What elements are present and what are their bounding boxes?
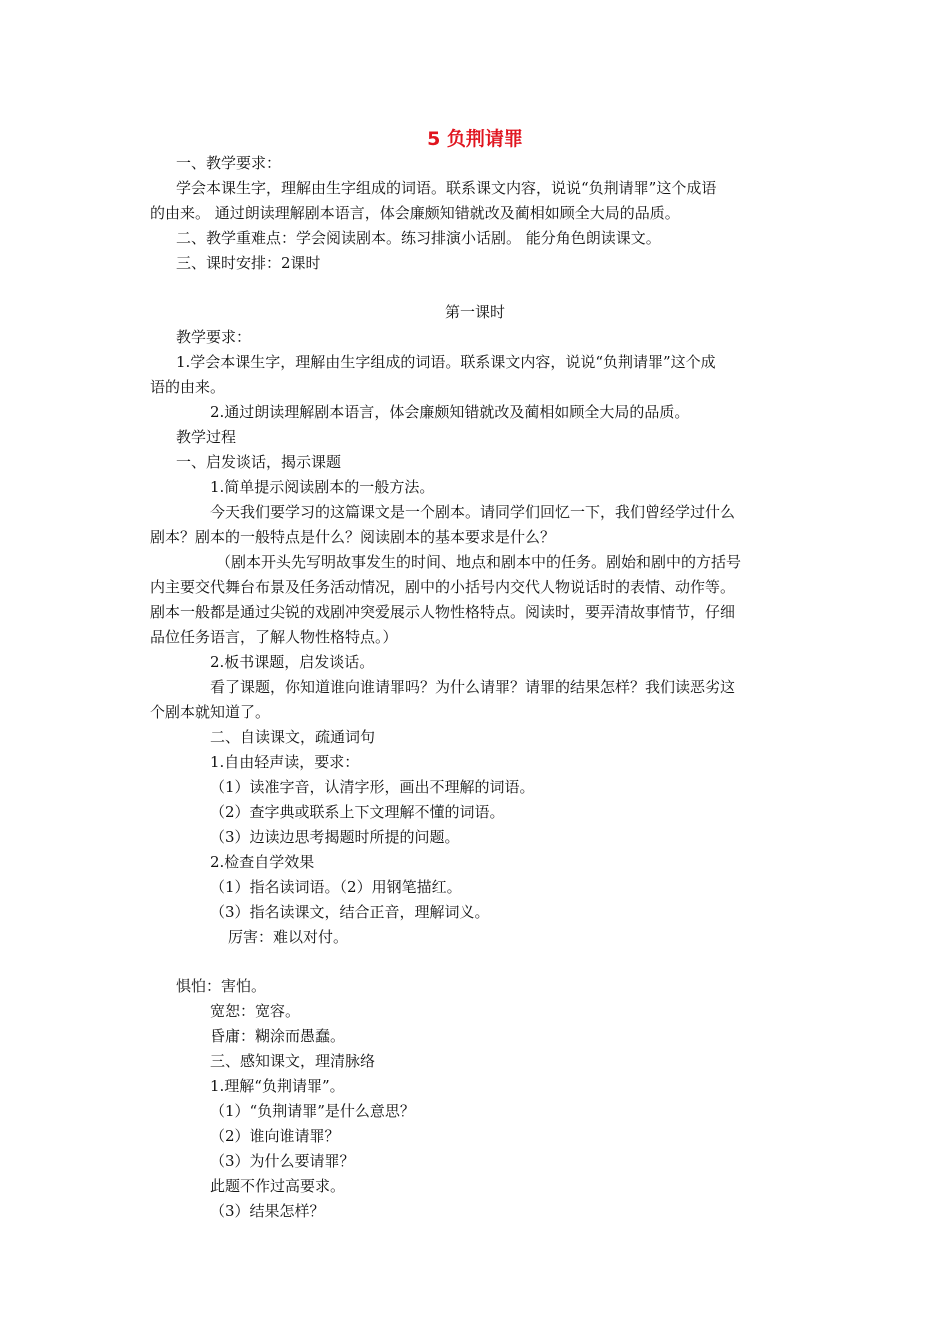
vocab-definition: 厉害：难以对付。 (228, 928, 349, 946)
list-item: （3）结果怎样？ (210, 1202, 325, 1220)
document-title: 5 负荆请罪 (427, 128, 523, 150)
lesson-heading: 第一课时 (444, 303, 505, 321)
list-item: 1.理解“负荆请罪”。 (210, 1077, 345, 1095)
list-item: 1.简单提示阅读剧本的一般方法。 (210, 478, 435, 496)
list-item: （1）读准字音，认清字形，画出不理解的词语。 (210, 778, 535, 796)
paragraph-line: 品位任务语言，了解人物性格特点。） (150, 628, 398, 646)
list-item: 2.板书课题，启发谈话。 (210, 653, 375, 671)
paragraph-line: （剧本开头先写明故事发生的时间、地点和剧本中的任务。剧始和剧中的方括号 (216, 553, 742, 571)
paragraph-line: 内主要交代舞台布景及任务活动情况，剧中的小括号内交代人物说话时的表情、动作等。 (150, 578, 736, 596)
vocab-definition: 昏庸：糊涂而愚蠢。 (210, 1027, 346, 1045)
process-label: 教学过程 (176, 428, 237, 446)
paragraph-line: 剧本？剧本的一般特点是什么？阅读剧本的基本要求是什么？ (150, 528, 556, 546)
list-item: 1.自由轻声读，要求： (210, 753, 360, 771)
section-heading-schedule: 三、课时安排：2课时 (176, 254, 321, 272)
section-heading: 三、感知课文，理清脉络 (210, 1052, 376, 1070)
paragraph-line: 2.通过朗读理解剧本语言，体会廉颇知错就改及蔺相如顾全大局的品质。 (210, 403, 690, 421)
vocab-definition: 宽恕：宽容。 (210, 1002, 301, 1020)
paragraph-line: 1.学会本课生字，理解由生字组成的词语。联系课文内容，说说“负荆请罪”这个成 (176, 353, 716, 371)
section-heading-requirements: 一、教学要求： (176, 154, 282, 172)
section-heading: 二、自读课文，疏通词句 (210, 728, 376, 746)
list-item: （1）指名读词语。（2）用钢笔描红。 (210, 878, 462, 896)
section-heading-key-points: 二、教学重难点：学会阅读剧本。练习排演小话剧。 能分角色朗读课文。 (176, 229, 661, 247)
paragraph-line: 的由来。 通过朗读理解剧本语言，体会廉颇知错就改及蔺相如顾全大局的品质。 (150, 204, 680, 222)
list-item: （3）为什么要请罪？ (210, 1152, 355, 1170)
list-item: （2）谁向谁请罪？ (210, 1127, 340, 1145)
list-item: （3）指名读课文，结合正音，理解词义。 (210, 903, 490, 921)
paragraph-line: 今天我们要学习的这篇课文是一个剧本。请同学们回忆一下，我们曾经学过什么 (210, 503, 736, 521)
paragraph-line: 看了课题，你知道谁向谁请罪吗？为什么请罪？请罪的结果怎样？我们读恶劣这 (210, 678, 736, 696)
paragraph-line: 学会本课生字，理解由生字组成的词语。联系课文内容，说说“负荆请罪”这个成语 (176, 179, 717, 197)
list-item: （1）“负荆请罪”是什么意思？ (210, 1102, 415, 1120)
requirements-label: 教学要求： (176, 328, 252, 346)
section-heading: 一、启发谈话，揭示课题 (176, 453, 342, 471)
paragraph-line: 个剧本就知道了。 (150, 703, 271, 721)
paragraph-line: 语的由来。 (150, 378, 226, 396)
vocab-definition: 惧怕：害怕。 (176, 977, 267, 995)
list-item: （3）边读边思考揭题时所提的问题。 (210, 828, 460, 846)
paragraph-line: 剧本一般都是通过尖锐的戏剧冲突爱展示人物性格特点。阅读时，要弄清故事情节，仔细 (150, 603, 736, 621)
note-line: 此题不作过高要求。 (210, 1177, 346, 1195)
list-item: 2.检查自学效果 (210, 853, 315, 871)
list-item: （2）查字典或联系上下文理解不懂的词语。 (210, 803, 505, 821)
